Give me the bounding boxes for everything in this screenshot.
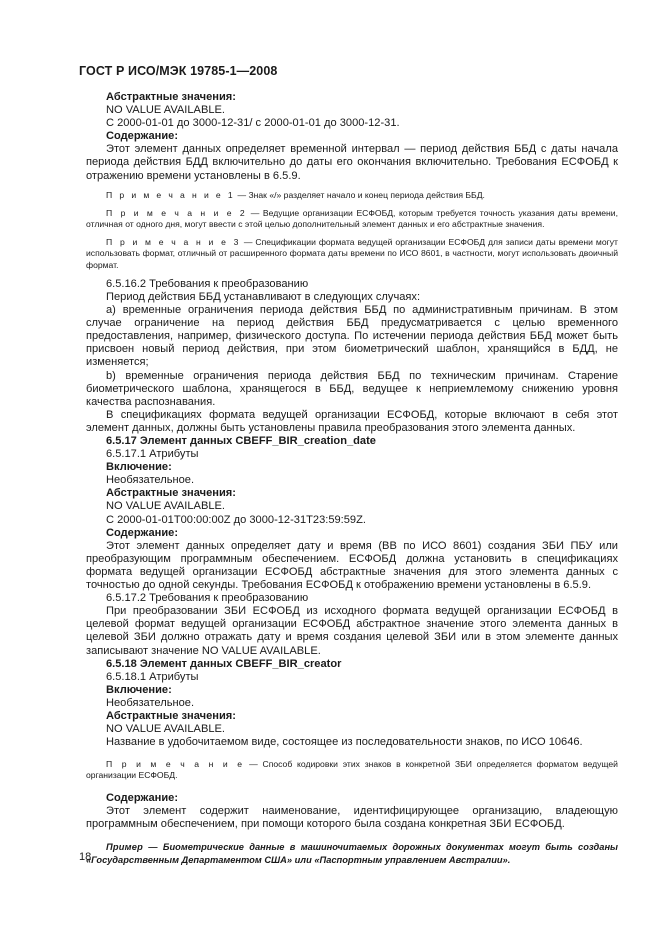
inclusion-heading: Включение: [106, 461, 172, 474]
content-heading: Содержание: [106, 526, 179, 539]
inclusion-value: Необязательное. [106, 696, 195, 709]
note-1-label: П р и м е ч а н и е 1 [106, 189, 236, 200]
section-6-5-16-2-p4: В спецификациях формата ведущей организации ЕСФОБД, которые включают в себя этот элемент данных, должны быть установлены правила преобразования этого элемента данных. [86, 408, 618, 434]
inclusion-heading: Включение: [106, 683, 172, 696]
section-6-5-16-2-p3: b) временные ограничения периода действия ББД по техническим причинам. Старение биометрического шаблона, хранящегося в ББД, ведущее к неприемлемому снижению уровня качества распознавания. [86, 369, 618, 408]
section-6-5-18-heading: 6.5.18 Элемент данных CBEFF_BIR_creator [106, 657, 342, 670]
abstract-value-2: С 2000-01-01T00:00:00Z до 3000-12-31T23:59:59Z. [106, 513, 366, 526]
example-label: Пример [106, 841, 143, 852]
section-6-5-17-2-heading: 6.5.17.2 Требования к преобразованию [106, 592, 309, 605]
content-heading: Содержание: [106, 130, 179, 143]
note [86, 759, 618, 781]
note-2 [86, 208, 618, 230]
note-3 [86, 237, 618, 271]
document-header: ГОСТ Р ИСО/МЭК 19785-1—2008 [79, 64, 278, 78]
abstract-values-heading: Абстрактные значения: [106, 487, 236, 500]
note-text: — Способ кодировки этих знаков в конкретной ЗБИ определяется форматом ведущей организации ЕСФОБД. [86, 759, 618, 781]
section-6-5-18-1-attributes: 6.5.18.1 Атрибуты [106, 670, 199, 683]
abstract-value-2: Название в удобочитаемом виде, состоящее из последовательности знаков, по ИСО 10646. [106, 736, 583, 749]
section-6-5-16-2-heading: 6.5.16.2 Требования к преобразованию [106, 277, 309, 290]
section-6-5-17-heading: 6.5.17 Элемент данных CBEFF_BIR_creation_date [106, 435, 376, 447]
abstract-value-1: NO VALUE AVAILABLE. [106, 723, 226, 736]
section-6-5-16-2-p1: Период действия ББД устанавливают в следующих случаях: [106, 290, 421, 303]
abstract-values-heading: Абстрактные значения: [106, 709, 236, 722]
note-label: П р и м е ч а н и е [106, 759, 245, 770]
note-3-label: П р и м е ч а н и е 3 [106, 237, 241, 248]
content-text: Этот элемент данных определяет дату и время (ВВ по ИСО 8601) создания ЗБИ ПБУ или преобразующим программным обеспечением. ЕСФОБД должна установить в спецификациях формата ведущей организации ЕСФОБД абстрактные значения для этого элемента данных с точностью до одной секунды. Требования ЕСФОБД к отображению времени установлены в 6.5.9. [86, 539, 618, 592]
abstract-value-1: NO VALUE AVAILABLE. [106, 500, 226, 513]
note-2-label: П р и м е ч а н и е 2 [106, 207, 248, 218]
example-text: — Биометрические данные в машиночитаемых дорожных документах могут быть созданы «Государственным Департаментом США» или «Паспортным управлением Австралии». [86, 841, 618, 865]
note-2-text: — Ведущие организации ЕСФОБД, которым требуется точность указания даты времени, отличная от одного дня, могут ввести с этой целью дополнительный элемент данных и его абстрактные значения. [86, 207, 618, 230]
note-1 [86, 190, 618, 201]
page-number: 18 [79, 851, 92, 863]
section-6-5-17-2-text: При преобразовании ЗБИ ЕСФОБД из исходного формата ведущей организации ЕСФОБД в целевой формат ведущей организации ЕСФОБД абстрактное значение этого элемента данных в целевой ЗБИ должно отражать дату и время создания целевой ЗБИ или в этом элементе данных записывают значение NO VALUE AVAILABLE. [86, 605, 618, 657]
section-6-5-16-2-p2: а) временные ограничения периода действия ББД по административным причинам. В этом случае ограничение на период действия ББД предусматривается с целью временного предоставления, например, физического доступа. По истечении периода действия ББД может быть присвоен новый период действия, при этом биометрический шаблон, хранящийся в БДД, не изменяется; [86, 304, 618, 369]
content-text: Этот элемент содержит наименование, идентифицирующее организацию, владеющую программным обеспечением, при помощи которого была создана конкретная ЗБИ ЕСФОБД. [86, 804, 618, 830]
document-body [86, 91, 618, 867]
note-3-text: — Спецификации формата ведущей организации ЕСФОБД для записи даты времени могут использовать формат, отличный от расширенного формата даты времени по ИСО 8601, в частности, могут использовать двоичный формат. [86, 237, 618, 270]
abstract-value-1: NO VALUE AVAILABLE. [106, 104, 226, 117]
abstract-values-heading: Абстрактные значения: [106, 91, 236, 103]
note-1-text: — Знак «/» разделяет начало и конец периода действия ББД. [235, 189, 485, 200]
content-heading: Содержание: [106, 791, 179, 804]
inclusion-value: Необязательное. [106, 474, 195, 487]
section-6-5-17-1-attributes: 6.5.17.1 Атрибуты [106, 448, 199, 461]
abstract-value-2: С 2000-01-01 до 3000-12-31/ с 2000-01-01 до 3000-12-31. [106, 117, 400, 130]
example [86, 841, 618, 867]
content-text: Этот элемент данных определяет временной интервал — период действия ББД с даты начала периода действия БДД включительно до даты его окончания включительно. Требования ЕСФОБД к отражению времени установлены в 6.5.9. [86, 143, 618, 182]
